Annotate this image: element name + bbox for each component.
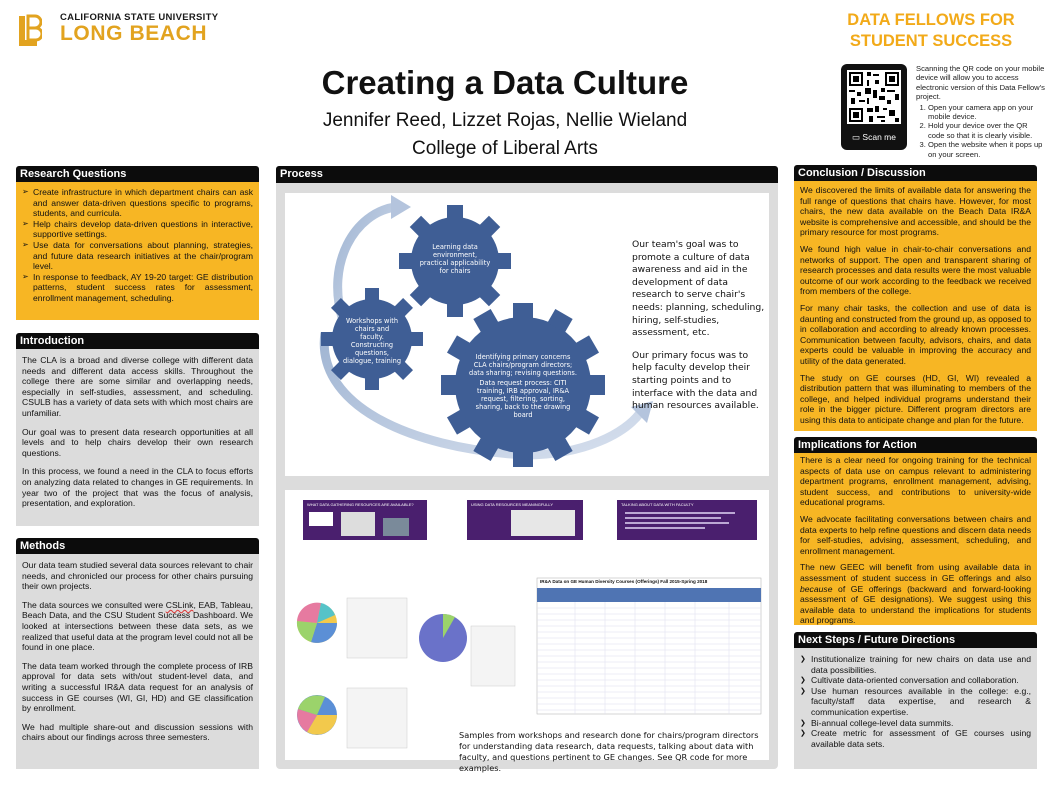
qr-code-icon[interactable] <box>847 70 901 124</box>
slide-title: USING DATA RESOURCES MEANINGFULLY <box>471 502 554 507</box>
cycle-arrow-head <box>391 195 411 219</box>
conclusion-panel <box>794 165 1037 431</box>
poster-college: College of Liberal Arts <box>412 138 598 159</box>
research-questions-panel <box>16 166 259 320</box>
qr-step: 3. Open the website when it pops up on your screen. <box>928 140 1046 159</box>
list-item: ➢ In response to feedback, AY 19-20 target: GE distribution patterns, student success rates for assessment, enrollment management, scheduling. <box>22 272 253 304</box>
implications-panel <box>794 437 1037 625</box>
program-title-line-1: DATA FELLOWS FOR <box>847 11 1015 29</box>
list-item: ❯ Bi-annual college-level data summits. <box>800 718 1031 729</box>
sample-pie-charts <box>285 490 769 760</box>
qr-instructions <box>916 64 1046 159</box>
program-title <box>816 10 1046 52</box>
gear-3-text <box>469 353 577 419</box>
list-item: ➢ Help chairs develop data-driven questions in interactive, supportive settings. <box>22 219 253 240</box>
process-diagram <box>285 193 769 476</box>
conclusion-heading: Conclusion / Discussion <box>794 165 1037 181</box>
gear-3-text-a: Identifying primary concerns CLA chairs/program directors; data sharing; revising questions. <box>469 353 577 377</box>
qr-intro: Scanning the QR code on your mobile device will allow you to access electronic version of this Data Fellow's project. <box>916 64 1045 102</box>
next-steps-heading: Next Steps / Future Directions <box>794 632 1037 648</box>
campus-name: LONG BEACH <box>60 22 208 45</box>
conclusion-paragraph: We found high value in chair-to-chair conversations and networks of support. The open and transparent sharing of research processes and data results were the most valuable outcome of our work according to the feedback we received from members of the college. <box>800 243 1031 297</box>
introduction-panel <box>16 333 259 526</box>
gear-3-text-b: Data request process: CITI training, IRB approval, IR&A request, filtering, sorting, sharing, back to the drawing board <box>475 379 571 419</box>
poster-title: Creating a Data Culture <box>321 64 689 101</box>
methods-paragraph <box>22 600 253 653</box>
implications-paragraph <box>800 562 1031 625</box>
goal-paragraph: Our team's goal was to promote a culture of data awareness and aid in the development of data research to serve chair's needs: planning, scheduling, hiring, self-studies, assessment, etc. <box>632 239 765 339</box>
list-item: ➢ Create infrastructure in which department chairs can ask and answer data-driven questions specific to programs, students, and curricula. <box>22 187 253 219</box>
focus-paragraph: Our primary focus was to help faculty develop their starting points and to interface with the data and human resources available. <box>632 349 759 412</box>
qr-scan-label: ▭ Scan me <box>852 132 896 142</box>
qr-step: 1. Open your camera app on your mobile device. <box>928 103 1046 122</box>
list-item: ❯ Create metric for assessment of GE courses using available data sets. <box>800 728 1031 749</box>
implications-paragraph: We advocate facilitating conversations between chairs and data experts to help refine questions and discern data needs for self-studies, advising, assessment, scheduling, and enrollment management. <box>800 513 1031 556</box>
slide-title: TALKING ABOUT DATA WITH FACULTY <box>621 502 694 507</box>
gear-1-text: Learning data environment, practical applicability for chairs <box>419 243 491 275</box>
next-steps-panel <box>794 632 1037 769</box>
methods-heading: Methods <box>16 538 259 554</box>
poster-authors: Jennifer Reed, Lizzet Rojas, Nellie Wieland <box>322 110 688 131</box>
conclusion-paragraph: For many chair tasks, the collection and use of data is daunting and constructed from the ground up, as opposed to in collaboration and according to already known processes. Communication between faculty, advisors, chairs, and data experts could be valuable in improving the accuracy and utility of the data generated. <box>800 302 1031 366</box>
implications-text: of GE offerings (backward and forward-looking assessment of GE designations). We suggest using this available data to understand the implications for students and programs. <box>800 583 1031 625</box>
implications-paragraph: There is a clear need for ongoing training for the technical aspects of data use on campus relevant to administering department programs, enrollment management, advising, student success, and contributions to university-wide educational programs. <box>800 455 1031 508</box>
process-heading: Process <box>276 166 778 183</box>
list-item: ❯ Use human resources available in the college: e.g., faculty/staff data expertise, and research & communication expertise. <box>800 686 1031 718</box>
university-logo <box>16 12 219 52</box>
data-table-title: IR&A Data on GE Human Diversity Courses (Offerings) Fall 2015-Spring 2018 <box>540 579 708 584</box>
methods-paragraph: Our data team studied several data sources relevant to chair needs, and chronicled our process for other chairs pursuing their own projects. <box>22 560 253 592</box>
process-goal <box>632 239 766 423</box>
methods-text: The data sources we consulted were <box>22 599 166 610</box>
list-item: ❯ Cultivate data-oriented conversation and collaboration. <box>800 675 1031 686</box>
methods-paragraph: The data team worked through the complete process of IRB approval for data sets with/out student-level data, and writing a successful IR&A data request for an analysis of success in GE courses (WI, GI, HD) and GE classification by enrollment. <box>22 660 253 714</box>
qr-step: 2. Hold your device over the QR code so that it is clearly visible. <box>928 121 1046 140</box>
cslink-text: CSLink <box>165 599 194 610</box>
qr-scan-text: Scan me <box>862 132 896 142</box>
introduction-heading: Introduction <box>16 333 259 349</box>
implications-text: The new GEEC will benefit from using available data in assessment of student success in GE offerings and also <box>800 562 1031 583</box>
research-questions-heading: Research Questions <box>16 166 259 182</box>
introduction-paragraph: Our goal was to present data research opportunities at all levels and to help chairs develop their own research questions. <box>22 426 253 458</box>
list-item: ❯ Institutionalize training for new chairs on data use and data possibilities. <box>800 654 1031 675</box>
program-title-line-2: STUDENT SUCCESS <box>849 32 1013 50</box>
process-panel <box>276 166 778 773</box>
implications-heading: Implications for Action <box>794 437 1037 453</box>
conclusion-paragraph: The study on GE courses (HD, GI, WI) revealed a distribution pattern that was illuminating to members of the college, and helped individual programs understand their role in the bigger picture. Different program directors are using this data to anticipate change and plan for the future. <box>800 372 1031 425</box>
university-name: CALIFORNIA STATE UNIVERSITY <box>60 12 219 23</box>
implications-emphasis: because <box>800 583 833 594</box>
conclusion-paragraph: We discovered the limits of available data for answering the full range of questions that chairs have. However, for most chairs, the new data available on the Beach Data IR&A website is comprehensive and accessible, and should be the primary resource for most programs. <box>800 185 1031 238</box>
methods-text: , EAB, Tableau, Beach Data, and the CSU Student Success Dashboard. We looked at intersections between these data sets, as we realized that useful data at the program level could not all be found in one place. <box>22 599 253 653</box>
introduction-paragraph: In this process, we found a need in the CLA to focus efforts on analyzing data related to changes in GE requirements. In year two of the project that was the focus of analysis, presentation, and exploration. <box>22 466 253 509</box>
methods-panel <box>16 538 259 769</box>
pie-chart-thumbnail <box>297 695 337 735</box>
methods-paragraph: We had multiple share-out and discussion sessions with chairs about our findings across three semesters. <box>22 721 253 743</box>
process-samples <box>285 490 769 773</box>
gear-2-text: Workshops with chairs and faculty. Constructing questions, dialogue, training <box>342 317 402 365</box>
lb-monogram-icon <box>16 14 42 48</box>
slide-title: WHAT DATA GATHERING RESOURCES ARE AVAILABLE? <box>307 502 414 507</box>
pie-chart-thumbnail <box>419 614 467 662</box>
qr-code-badge[interactable] <box>841 64 907 150</box>
samples-caption: Samples from workshops and research done for chairs/program directors for understanding data research, data requests, talking about data with faculty, and questions pertinent to GE changes. See QR code for more examples. <box>459 730 759 773</box>
list-item: ➢ Use data for conversations about planning, strategies, and future data research initiatives at the chair/program level. <box>22 240 253 272</box>
pie-chart-thumbnail <box>297 603 337 643</box>
introduction-paragraph: The CLA is a broad and diverse college with different data needs and different data access skills. Throughout the college there are some similar and overlapping needs, especially in self-studies, assessment, and scheduling. CSULB has a variety of data sets with which most chairs are unfamiliar. <box>22 355 253 418</box>
